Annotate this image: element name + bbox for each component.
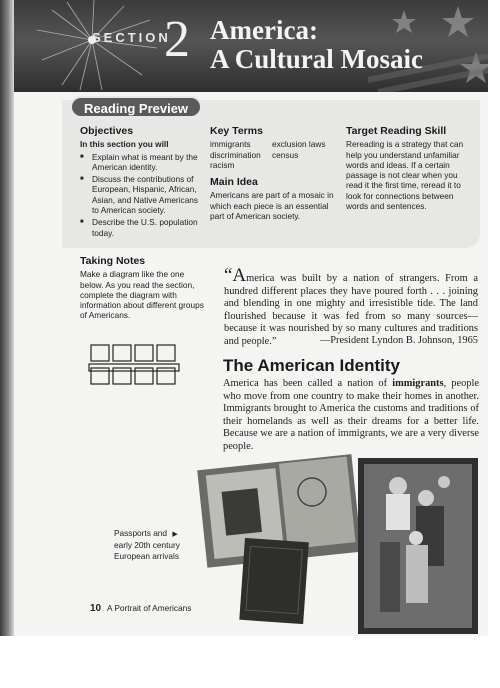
taking-notes bbox=[80, 256, 204, 321]
section-number: 2 bbox=[164, 11, 190, 68]
objective-item: ■ Discuss the contributions of European, Hispanic, African, Asian, and Native Americans to American society. bbox=[80, 174, 204, 215]
objective-item: ■ Describe the U.S. population today. bbox=[80, 217, 204, 238]
textbook-page bbox=[14, 0, 488, 636]
objectives-column bbox=[80, 126, 204, 238]
identity-text-after: , people who move from one country to make their homes in another. Immigrants brought to America the customs and traditions of their homelands as well as their dreams for a better life. Because we are a nation of immigrants, we are a very diverse people. bbox=[223, 378, 479, 452]
key-term: racism bbox=[210, 159, 235, 170]
key-term-immigrants: immigrants bbox=[392, 378, 444, 389]
section-title-line1: America: bbox=[210, 15, 318, 45]
key-terms-heading: Key Terms bbox=[210, 125, 263, 137]
page-footer bbox=[90, 603, 191, 614]
key-terms-column bbox=[210, 126, 350, 221]
key-term: census bbox=[272, 149, 299, 160]
objective-item: ■ Explain what is meant by the American identity. bbox=[80, 152, 204, 173]
taking-notes-heading: Taking Notes bbox=[80, 255, 146, 267]
passports-and-immigrants-photo bbox=[194, 452, 484, 636]
key-term: discrimination bbox=[210, 149, 261, 160]
section-label: SECTION bbox=[92, 30, 171, 45]
photo-caption bbox=[114, 528, 204, 561]
objectives-heading: Objectives bbox=[80, 125, 134, 137]
passport-image bbox=[197, 454, 361, 624]
book-title: A Portrait of Americans bbox=[106, 603, 192, 613]
quote-open: “A bbox=[224, 265, 247, 286]
notes-diagram bbox=[88, 344, 184, 388]
immigrant-family-image bbox=[358, 458, 478, 634]
key-term: immigrants bbox=[210, 139, 251, 150]
key-terms-list bbox=[210, 139, 350, 170]
american-identity-body bbox=[223, 378, 479, 454]
section-banner bbox=[14, 0, 488, 92]
fireworks-image bbox=[32, 0, 172, 92]
american-identity-heading: The American Identity bbox=[223, 356, 400, 375]
taking-notes-text: Make a diagram like the one below. As you read the section, complete the diagram with information about different groups of Americans. bbox=[80, 269, 204, 321]
quote-attribution: —President Lyndon B. Johnson, 1965 bbox=[319, 335, 478, 346]
page-number: 10 bbox=[90, 603, 102, 614]
scan-shadow bbox=[0, 0, 14, 640]
identity-text-before: America has been called a nation of bbox=[223, 378, 393, 389]
section-title bbox=[210, 16, 423, 74]
main-idea-text: Americans are part of a mosaic in which each piece is an essential part of American society. bbox=[210, 190, 334, 222]
target-skill-column bbox=[346, 126, 470, 211]
caption-arrow-icon: ▶ bbox=[172, 531, 178, 538]
main-idea-heading: Main Idea bbox=[210, 176, 258, 189]
reading-preview-tab: Reading Preview bbox=[70, 96, 202, 118]
page-margin bbox=[0, 636, 500, 688]
section-title-line2: A Cultural Mosaic bbox=[210, 44, 423, 74]
quote-text: merica was built by a nation of strangers. From a hundred different places they have poured forth . . . joining and blending in one mighty and irresistible tide. The land flourished because it was fed from so many sources—because it was nourished by so many cultures and traditions and people.” bbox=[224, 273, 478, 347]
objectives-list bbox=[80, 152, 204, 238]
caption-text-2: early 20th century European arrivals bbox=[114, 540, 180, 561]
caption-text: Passports and bbox=[114, 528, 168, 538]
target-skill-heading: Target Reading Skill bbox=[346, 125, 447, 137]
objectives-intro: In this section you will bbox=[80, 139, 169, 150]
key-term: exclusion laws bbox=[272, 139, 326, 150]
target-skill-text: Rereading is a strategy that can help you understand unfamiliar words and ideas. If a certain passage is not clear when you read it the first time, reread it to look for connections between words and sentences. bbox=[346, 139, 464, 212]
